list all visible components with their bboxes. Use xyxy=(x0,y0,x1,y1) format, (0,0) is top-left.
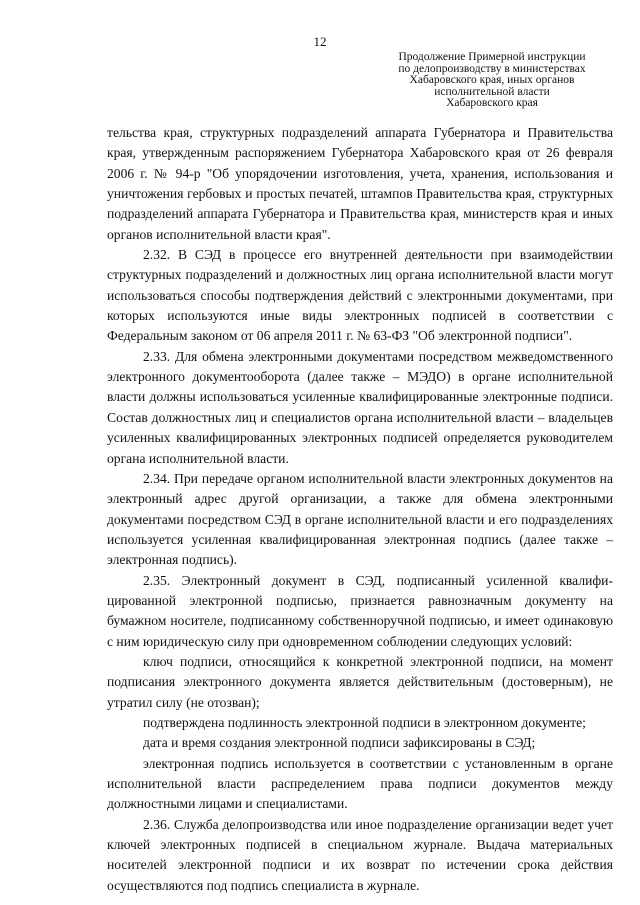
paragraph-2-34: 2.34. При передаче органом исполнительной власти электронных документов на электронный адрес другой организации, а также для обмена электронными документами посредством СЭД в органе исполнительной власти и его подразделениях используется усиленная квалифицированная электронная подпись (далее также – электронная подпись). xyxy=(107,470,613,568)
document-header xyxy=(376,52,608,110)
header-line: Продолжение Примерной инструкции xyxy=(398,51,586,63)
condition-key-valid: ключ подписи, относящийся к конкретной электронной подписи, на момент подписания электронного документа является действительным (достоверным), не утратил силу (не отозван); xyxy=(107,653,613,710)
condition-authenticity: подтверждена подлинность электронной подписи в электронном документе; xyxy=(143,714,586,730)
condition-timestamp: дата и время создания электронной подписи зафиксированы в СЭД; xyxy=(143,735,536,751)
condition-signing-rights: электронная подпись используется в соответствии с установленным в органе исполнительной власти распределением права подписи документов между должностными лицами и специалистами. xyxy=(107,755,613,812)
document-body xyxy=(107,123,613,896)
header-line: Хабаровского края, иных органов xyxy=(409,74,575,86)
header-line: по делопроизводству в министерствах xyxy=(398,62,586,75)
paragraph-continuation: тельства края, структурных подразделений аппарата Губернатора и Правительства края, утвержденным распоряжением Губернатора Хабаровского края от 26 февраля 2006 г. № 94-р "Об упорядочении изготовления, учета, хранения, использования и уничтожения гербовых и простых печатей, штампов Правительства края, структурных подразделений аппарата Губернатора и Правительства края, министерств края и иных органов исполнительной власти края". xyxy=(107,125,613,242)
page-number: 12 xyxy=(313,34,327,49)
paragraph-2-33: 2.33. Для обмена электронными документами посредством межведомственного электронного документооборота (далее также – МЭДО) в органе исполнительной власти должны использоваться усиленные квалифицированные электронные подписи. Состав должностных лиц и специалистов органа исполнительной власти – владельцев усиленных квалифицированных электронных подписей определяется руководителем органа исполнительной власти. xyxy=(107,348,613,466)
header-line: Хабаровского края xyxy=(446,97,538,109)
header-line: исполнительной власти xyxy=(434,85,550,98)
paragraph-2-32: 2.32. В СЭД в процессе его внутренней деятельности при взаимодействии структурных подразделений и должностных лиц органа исполнительной власти могут использоваться способы подтверждения действий с электронными документами, при которых используются иные виды электронных подписей в соответствии с Федеральным законом от 06 апреля 2011 г. № 63-ФЗ "Об электронной подписи". xyxy=(107,247,613,344)
paragraph-2-35: 2.35. Электронный документ в СЭД, подписанный усиленной квалифицированной электронной подписью, признается равнозначным документу на бумажном носителе, подписанному собственноручной подписью, и имеет одинаковую с ним юридическую силу при одновременном соблюдении следующих условий: xyxy=(107,572,613,649)
paragraph-2-36: 2.36. Служба делопроизводства или иное подразделение организации ведет учет ключей электронных подписей в специальном журнале. Выдача материальных носителей электронной подписи и их возврат по истечении срока действия осуществляются под подпись специалиста в журнале. xyxy=(107,816,613,893)
